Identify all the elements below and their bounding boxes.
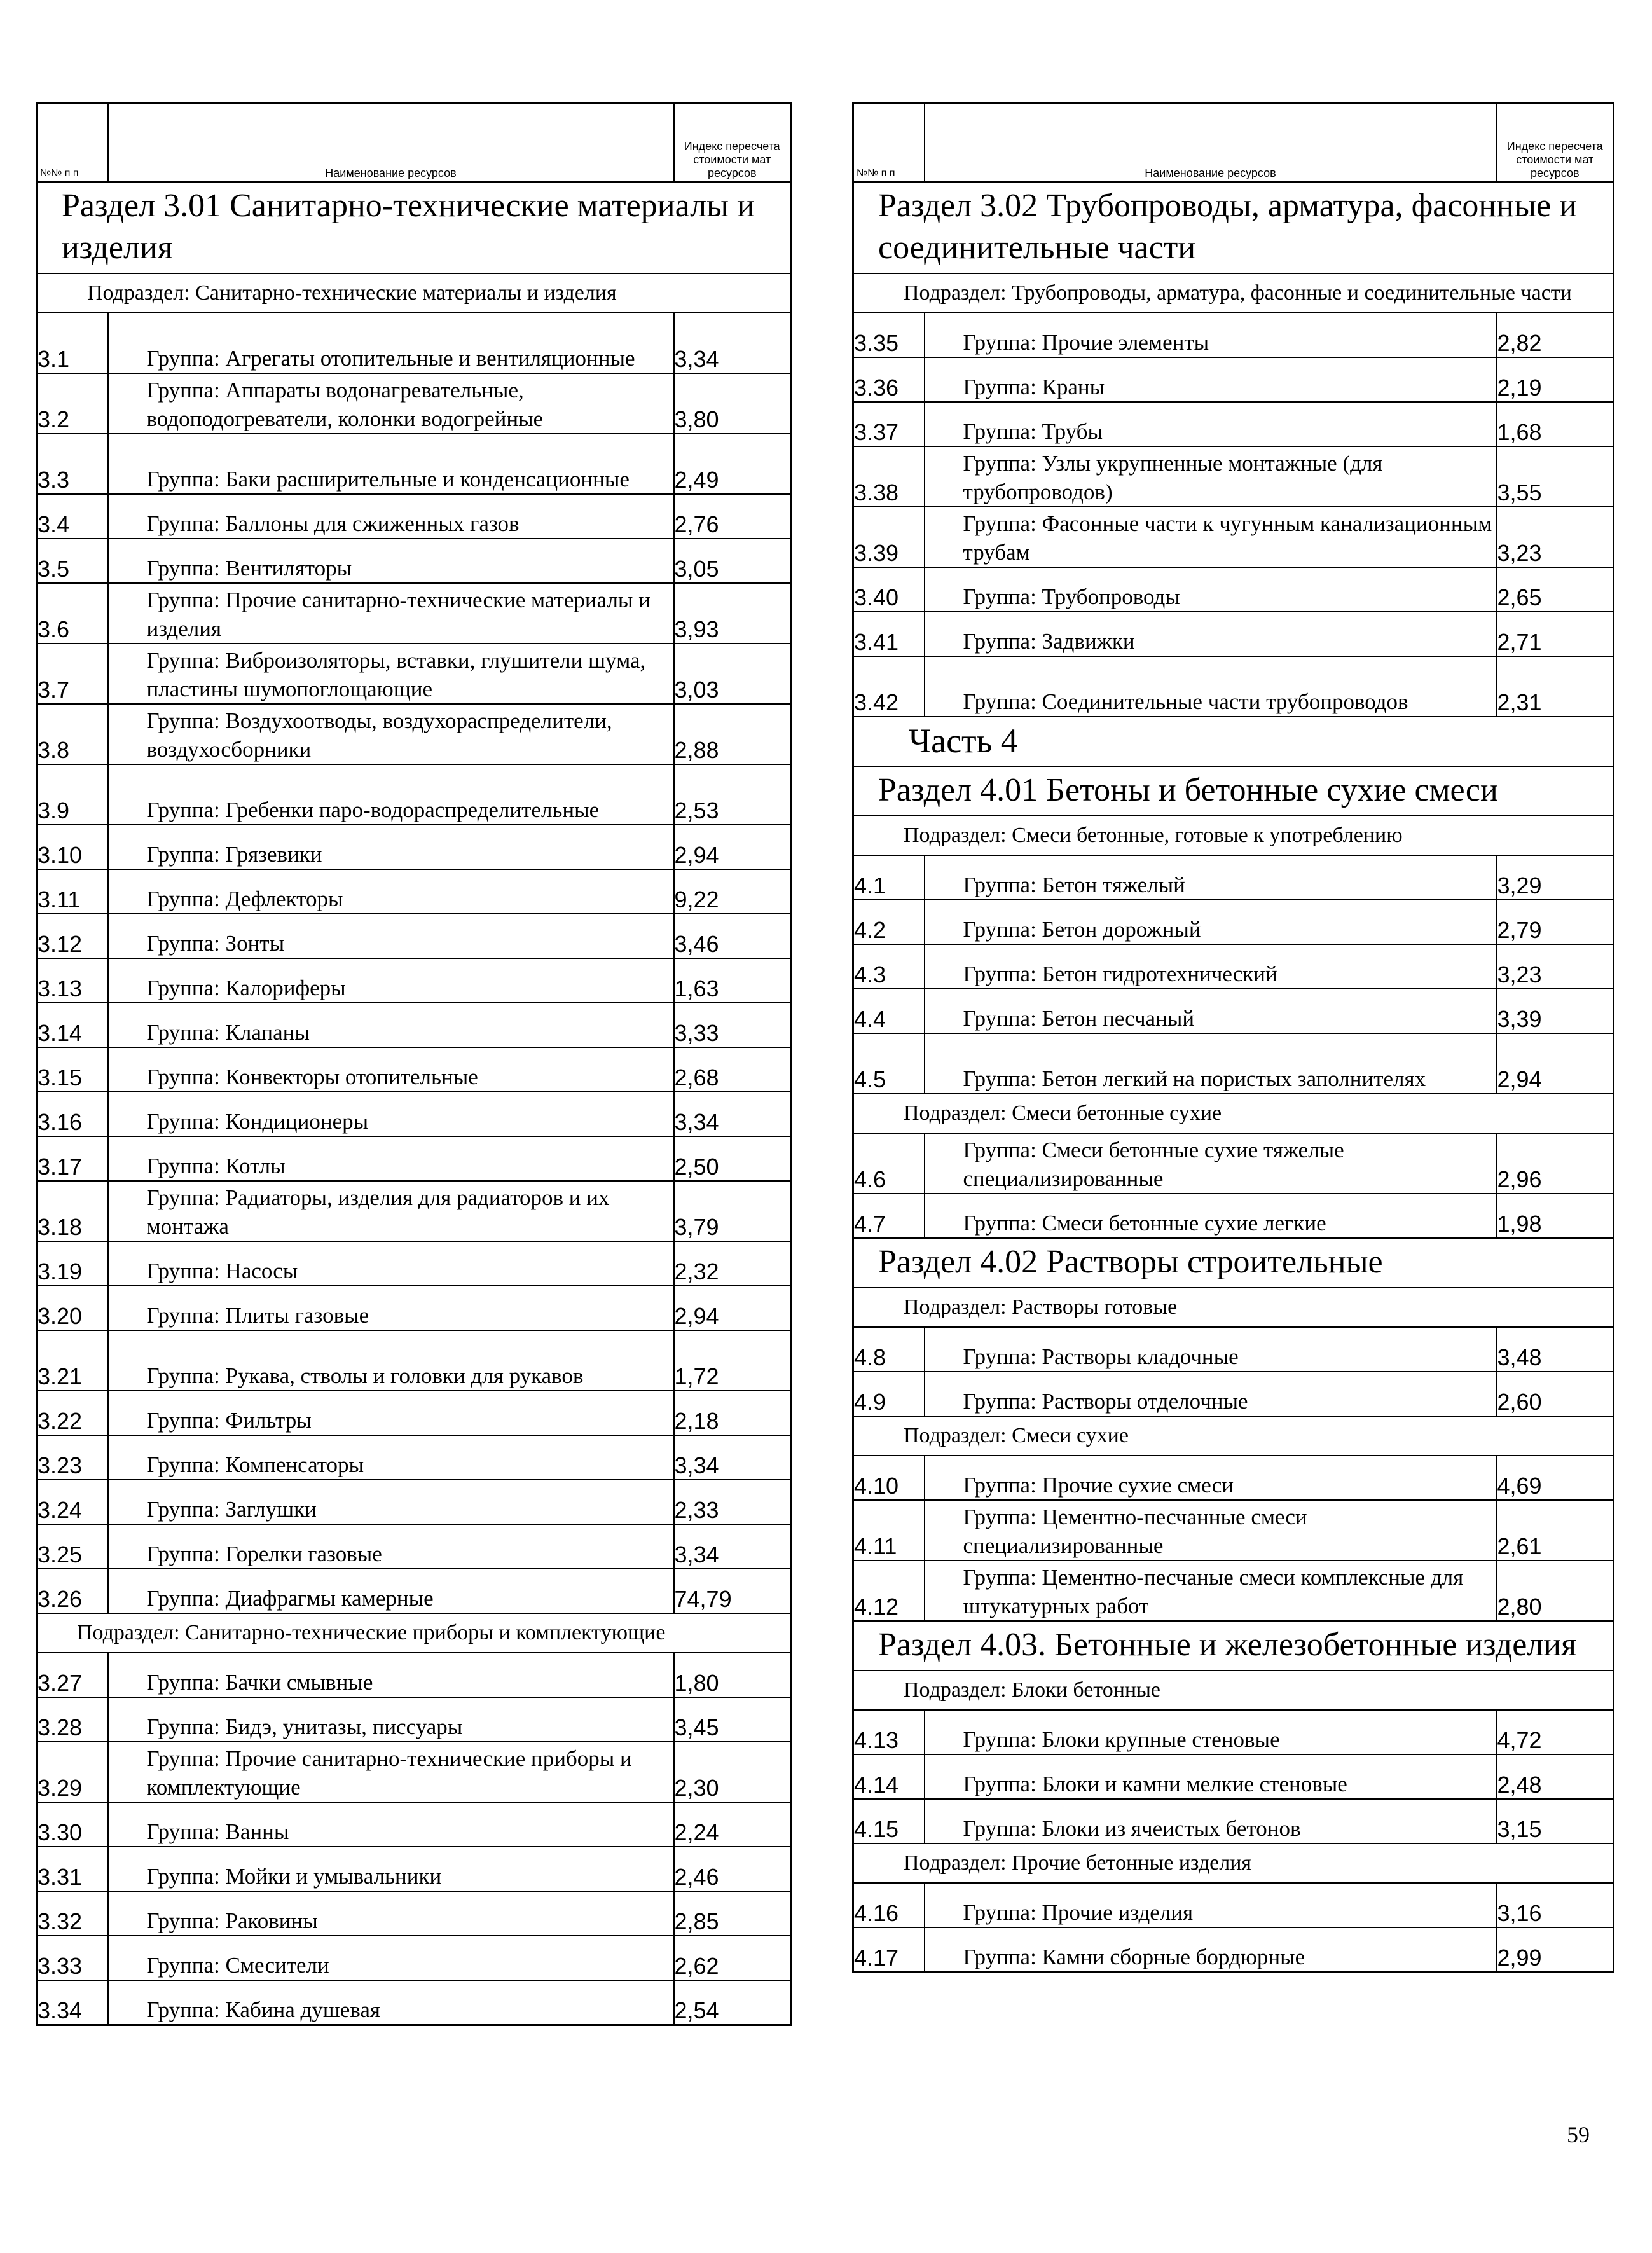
row-num: 3.1 [37,313,108,373]
row-name: Группа: Прочие сухие смеси [925,1456,1497,1500]
row-num: 3.35 [853,313,925,357]
row-name: Группа: Аппараты водонагревательные, водоподогреватели, колонки водогрейные [108,373,674,434]
table-row [37,1980,791,2025]
table-row [37,539,791,583]
row-name: Группа: Воздухоотводы, воздухораспределители, воздухосборники [108,704,674,764]
row-name: Группа: Ванны [108,1802,674,1847]
subsection-title: Подраздел: Блоки бетонные [853,1671,1614,1710]
row-name: Группа: Трубы [925,402,1497,446]
table-row [37,764,791,825]
header-name: Наименование ресурсов [108,103,674,183]
subsection-heading [853,816,1614,855]
table-row [853,1033,1614,1094]
section-title: Раздел 3.02 Трубопроводы, арматура, фасонные и соединительные части [853,182,1614,273]
row-num: 3.7 [37,644,108,704]
row-num: 3.30 [37,1802,108,1847]
row-num: 3.42 [853,656,925,717]
row-value: 2,24 [674,1802,791,1847]
table-row [853,1133,1614,1194]
table-row [37,1802,791,1847]
row-name: Группа: Растворы кладочные [925,1327,1497,1372]
table-row [37,1047,791,1092]
row-name: Группа: Бетон тяжелый [925,855,1497,900]
section-title: Раздел 4.02 Растворы строительные [853,1238,1614,1288]
row-value: 1,80 [674,1653,791,1697]
row-value: 2,82 [1497,313,1614,357]
table-row [37,1891,791,1936]
row-num: 3.16 [37,1092,108,1136]
table-row [37,1092,791,1136]
row-value: 2,94 [674,825,791,869]
row-value: 74,79 [674,1569,791,1613]
row-num: 3.15 [37,1047,108,1092]
row-value: 9,22 [674,869,791,914]
table-row [37,1653,791,1697]
row-num: 3.26 [37,1569,108,1613]
table-row [853,1500,1614,1561]
row-name: Группа: Прочие санитарно-технические материалы и изделия [108,583,674,644]
table-row [37,434,791,494]
row-value: 2,49 [674,434,791,494]
row-name: Группа: Трубопроводы [925,567,1497,612]
row-name: Группа: Кондиционеры [108,1092,674,1136]
row-value: 2,33 [674,1480,791,1524]
row-name: Группа: Баллоны для сжиженных газов [108,494,674,539]
row-value: 2,19 [1497,357,1614,402]
table-row [37,704,791,764]
row-num: 3.37 [853,402,925,446]
header-index: Индекс пересчета стоимости мат ресурсов [1497,103,1614,183]
row-value: 3,45 [674,1697,791,1742]
row-name: Группа: Цементно-песчанные смеси специализированные [925,1500,1497,1561]
row-num: 3.21 [37,1330,108,1391]
row-name: Группа: Смеси бетонные сухие тяжелые специализированные [925,1133,1497,1194]
row-name: Группа: Камни сборные бордюрные [925,1927,1497,1973]
row-num: 3.10 [37,825,108,869]
header-name: Наименование ресурсов [925,103,1497,183]
table-row [37,1569,791,1613]
row-value: 1,68 [1497,402,1614,446]
table-row [37,1241,791,1286]
subsection-heading [853,1843,1614,1883]
table-row [37,1003,791,1047]
row-num: 4.5 [853,1033,925,1094]
table-row [853,900,1614,944]
row-name: Группа: Мойки и умывальники [108,1847,674,1891]
row-num: 4.6 [853,1133,925,1194]
subsection-title: Подраздел: Трубопроводы, арматура, фасонные и соединительные части [853,273,1614,313]
row-num: 4.3 [853,944,925,989]
row-value: 2,54 [674,1980,791,2025]
subsection-title: Подраздел: Смеси бетонные, готовые к употреблению [853,816,1614,855]
table-row [37,583,791,644]
subsection-title: Подраздел: Смеси сухие [853,1416,1614,1456]
row-value: 3,46 [674,914,791,958]
row-name: Группа: Вентиляторы [108,539,674,583]
row-value: 3,05 [674,539,791,583]
row-name: Группа: Блоки крупные стеновые [925,1710,1497,1754]
table-row [37,869,791,914]
row-value: 2,18 [674,1391,791,1435]
row-value: 3,48 [1497,1327,1614,1372]
row-value: 3,55 [1497,446,1614,507]
row-name: Группа: Раковины [108,1891,674,1936]
row-num: 3.4 [37,494,108,539]
row-num: 3.34 [37,1980,108,2025]
row-name: Группа: Насосы [108,1241,674,1286]
row-value: 2,85 [674,1891,791,1936]
table-row [37,373,791,434]
row-value: 2,94 [674,1286,791,1330]
row-value: 3,39 [1497,989,1614,1033]
section-heading [853,1238,1614,1288]
row-num: 3.11 [37,869,108,914]
row-value: 2,60 [1497,1372,1614,1416]
row-name: Группа: Блоки из ячеистых бетонов [925,1799,1497,1843]
page-number: 59 [1567,2122,1590,2147]
row-name: Группа: Компенсаторы [108,1435,674,1480]
row-num: 3.14 [37,1003,108,1047]
row-name: Группа: Виброизоляторы, вставки, глушители шума, пластины шумопоглощающие [108,644,674,704]
row-name: Группа: Котлы [108,1136,674,1181]
table-row [37,494,791,539]
table-row [853,989,1614,1033]
row-num: 3.29 [37,1742,108,1802]
row-num: 4.13 [853,1710,925,1754]
row-name: Группа: Дефлекторы [108,869,674,914]
row-value: 1,63 [674,958,791,1003]
table-row [37,1480,791,1524]
row-value: 2,50 [674,1136,791,1181]
row-value: 2,68 [674,1047,791,1092]
table-row [37,1697,791,1742]
row-num: 3.25 [37,1524,108,1569]
row-value: 4,69 [1497,1456,1614,1500]
table-row [853,313,1614,357]
table-row [37,1524,791,1569]
section-heading [37,182,791,273]
row-name: Группа: Клапаны [108,1003,674,1047]
row-name: Группа: Бетон гидротехнический [925,944,1497,989]
row-num: 3.9 [37,764,108,825]
row-name: Группа: Баки расширительные и конденсационные [108,434,674,494]
row-value: 2,88 [674,704,791,764]
table-row [37,1181,791,1241]
table-row [37,1330,791,1391]
section-heading [853,766,1614,816]
row-num: 4.16 [853,1883,925,1927]
row-value: 3,79 [674,1181,791,1241]
table-row [37,1936,791,1980]
row-name: Группа: Заглушки [108,1480,674,1524]
row-num: 4.15 [853,1799,925,1843]
row-num: 4.1 [853,855,925,900]
row-name: Группа: Бетон песчаный [925,989,1497,1033]
header-num: №№ п п [37,103,108,183]
row-value: 2,80 [1497,1561,1614,1621]
header-num: №№ п п [853,103,925,183]
subsection-title: Подраздел: Растворы готовые [853,1288,1614,1327]
table-row [853,656,1614,717]
row-name: Группа: Прочие элементы [925,313,1497,357]
row-name: Группа: Грязевики [108,825,674,869]
row-num: 3.31 [37,1847,108,1891]
table-row [853,855,1614,900]
row-num: 4.17 [853,1927,925,1973]
table-row [853,402,1614,446]
row-num: 3.22 [37,1391,108,1435]
row-name: Группа: Горелки газовые [108,1524,674,1569]
row-num: 3.5 [37,539,108,583]
row-name: Группа: Радиаторы, изделия для радиаторов и их монтажа [108,1181,674,1241]
row-value: 3,34 [674,1092,791,1136]
table-row [37,825,791,869]
subsection-heading [853,1671,1614,1710]
row-name: Группа: Задвижки [925,612,1497,656]
table-row [37,644,791,704]
row-num: 4.10 [853,1456,925,1500]
table-row [853,1194,1614,1238]
section-title: Раздел 4.03. Бетонные и железобетонные изделия [853,1621,1614,1671]
row-value: 2,48 [1497,1754,1614,1799]
row-name: Группа: Бачки смывные [108,1653,674,1697]
row-value: 2,32 [674,1241,791,1286]
subsection-heading [37,1613,791,1653]
row-num: 4.11 [853,1500,925,1561]
section-title: Раздел 3.01 Санитарно-технические материалы и изделия [37,182,791,273]
table-row [853,1710,1614,1754]
row-num: 3.12 [37,914,108,958]
row-name: Группа: Прочие изделия [925,1883,1497,1927]
table-row [853,612,1614,656]
row-name: Группа: Фильтры [108,1391,674,1435]
row-name: Группа: Агрегаты отопительные и вентиляционные [108,313,674,373]
row-name: Группа: Бидэ, унитазы, писсуары [108,1697,674,1742]
row-num: 3.23 [37,1435,108,1480]
row-num: 3.33 [37,1936,108,1980]
subsection-title: Подраздел: Санитарно-технические материалы и изделия [37,273,791,313]
row-value: 2,71 [1497,612,1614,656]
row-name: Группа: Смесители [108,1936,674,1980]
row-num: 4.8 [853,1327,925,1372]
table-row [853,1799,1614,1843]
subsection-heading [853,273,1614,313]
row-name: Группа: Калориферы [108,958,674,1003]
row-value: 2,79 [1497,900,1614,944]
row-value: 3,34 [674,1524,791,1569]
row-num: 3.13 [37,958,108,1003]
row-value: 2,53 [674,764,791,825]
table-row [37,914,791,958]
row-num: 4.14 [853,1754,925,1799]
row-value: 2,76 [674,494,791,539]
subsection-heading [37,273,791,313]
part-heading [853,717,1614,766]
row-num: 4.2 [853,900,925,944]
row-name: Группа: Кабина душевая [108,1980,674,2025]
table-row [853,1754,1614,1799]
subsection-heading [853,1094,1614,1133]
row-value: 3,29 [1497,855,1614,900]
row-num: 4.9 [853,1372,925,1416]
row-value: 3,23 [1497,507,1614,567]
row-num: 4.4 [853,989,925,1033]
row-value: 1,98 [1497,1194,1614,1238]
row-value: 2,96 [1497,1133,1614,1194]
row-name: Группа: Фасонные части к чугунным канализационным трубам [925,507,1497,567]
row-num: 3.3 [37,434,108,494]
subsection-heading [853,1288,1614,1327]
table-row [37,313,791,373]
row-value: 3,34 [674,1435,791,1480]
row-value: 4,72 [1497,1710,1614,1754]
subsection-title: Подраздел: Санитарно-технические приборы и комплектующие [37,1613,791,1653]
row-num: 3.41 [853,612,925,656]
section-title: Раздел 4.01 Бетоны и бетонные сухие смеси [853,766,1614,816]
table-row [853,1927,1614,1973]
row-num: 3.19 [37,1241,108,1286]
row-num: 3.24 [37,1480,108,1524]
table-row [853,507,1614,567]
row-value: 2,62 [674,1936,791,1980]
row-name: Группа: Рукава, стволы и головки для рукавов [108,1330,674,1391]
row-value: 2,99 [1497,1927,1614,1973]
table-row [853,1372,1614,1416]
row-name: Группа: Цементно-песчаные смеси комплексные для штукатурных работ [925,1561,1497,1621]
table-row [853,1327,1614,1372]
part-title: Часть 4 [853,717,1614,766]
row-name: Группа: Бетон легкий на пористых заполнителях [925,1033,1497,1094]
row-name: Группа: Смеси бетонные сухие легкие [925,1194,1497,1238]
row-value: 3,34 [674,313,791,373]
row-value: 2,94 [1497,1033,1614,1094]
row-value: 3,16 [1497,1883,1614,1927]
row-value: 3,33 [674,1003,791,1047]
row-name: Группа: Плиты газовые [108,1286,674,1330]
table-header [853,103,1614,183]
row-name: Группа: Растворы отделочные [925,1372,1497,1416]
row-value: 3,93 [674,583,791,644]
row-num: 3.6 [37,583,108,644]
row-num: 4.7 [853,1194,925,1238]
row-value: 3,23 [1497,944,1614,989]
table-row [37,1136,791,1181]
row-name: Группа: Конвекторы отопительные [108,1047,674,1092]
table-row [37,1435,791,1480]
table-row [37,1847,791,1891]
subsection-title: Подраздел: Прочие бетонные изделия [853,1843,1614,1883]
row-name: Группа: Диафрагмы камерные [108,1569,674,1613]
table-row [853,1883,1614,1927]
table-row [853,567,1614,612]
table-row [853,357,1614,402]
table-row [37,958,791,1003]
row-num: 3.17 [37,1136,108,1181]
left-price-index-table [36,102,792,2026]
row-num: 3.38 [853,446,925,507]
row-value: 3,15 [1497,1799,1614,1843]
row-num: 3.27 [37,1653,108,1697]
row-value: 2,61 [1497,1500,1614,1561]
row-num: 3.40 [853,567,925,612]
row-name: Группа: Соединительные части трубопроводов [925,656,1497,717]
row-num: 3.18 [37,1181,108,1241]
section-heading [853,1621,1614,1671]
table-row [853,1561,1614,1621]
row-value: 2,31 [1497,656,1614,717]
row-num: 4.12 [853,1561,925,1621]
row-value: 2,30 [674,1742,791,1802]
row-value: 3,80 [674,373,791,434]
right-price-index-table [852,102,1614,1973]
table-row [37,1742,791,1802]
section-heading [853,182,1614,273]
table-row [853,944,1614,989]
table-header [37,103,791,183]
header-index: Индекс пересчета стоимости мат ресурсов [674,103,791,183]
row-num: 3.8 [37,704,108,764]
row-num: 3.28 [37,1697,108,1742]
row-value: 3,03 [674,644,791,704]
subsection-title: Подраздел: Смеси бетонные сухие [853,1094,1614,1133]
row-name: Группа: Узлы укрупненные монтажные (для трубопроводов) [925,446,1497,507]
table-row [37,1391,791,1435]
row-value: 2,65 [1497,567,1614,612]
table-row [37,1286,791,1330]
row-name: Группа: Гребенки паро-водораспределительные [108,764,674,825]
row-num: 3.20 [37,1286,108,1330]
row-name: Группа: Бетон дорожный [925,900,1497,944]
row-num: 3.32 [37,1891,108,1936]
table-row [853,1456,1614,1500]
row-num: 3.2 [37,373,108,434]
row-value: 2,46 [674,1847,791,1891]
row-name: Группа: Прочие санитарно-технические приборы и комплектующие [108,1742,674,1802]
row-num: 3.36 [853,357,925,402]
table-row [853,446,1614,507]
row-value: 1,72 [674,1330,791,1391]
subsection-heading [853,1416,1614,1456]
row-name: Группа: Зонты [108,914,674,958]
row-num: 3.39 [853,507,925,567]
row-name: Группа: Блоки и камни мелкие стеновые [925,1754,1497,1799]
row-name: Группа: Краны [925,357,1497,402]
